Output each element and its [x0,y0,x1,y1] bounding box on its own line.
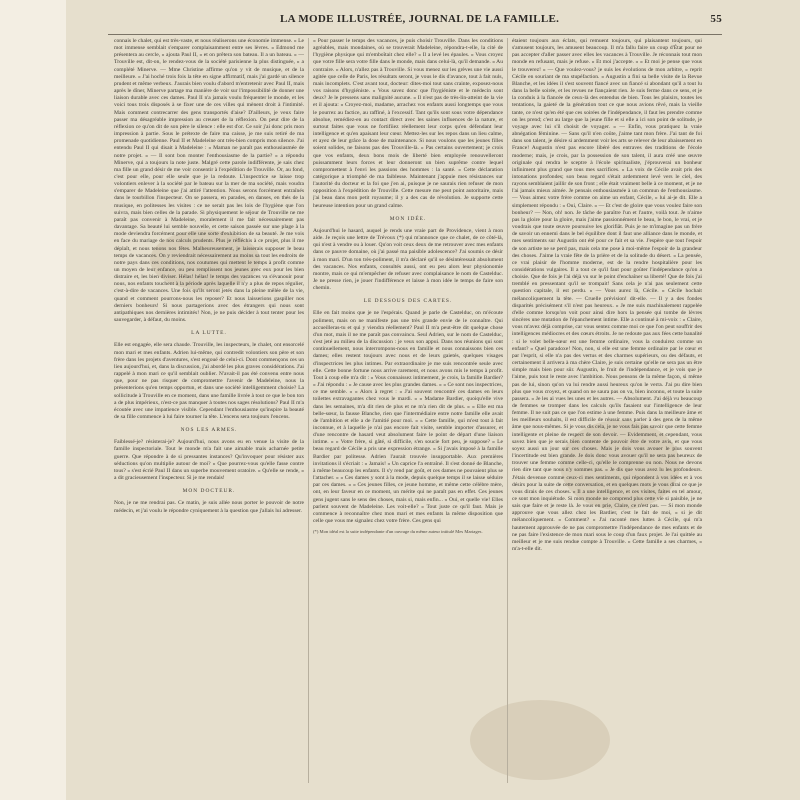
section-heading: NOS LES ARMES. [180,427,238,434]
page-header [210,13,750,27]
body-paragraph: Aujourd'hui le hasard, auquel je rends une vraie part de Providence, vient à mon aide. Je reçois une lettre de Trévoux (*) qui m'annonce que ce chalet, de ce côté-là, qui n'est à vendre ou à louer. Qu'on voit ceux deux de me retrouver avec mes enfants dans ce pauvre domaine, où j'ai passé ma paisible adolescence? J'ai soumis ce désir à mon mari. D'un ton très-poliment, il m'a déclaré qu'il se désintéressait absolument des vacances. Nos enfants, consultés aussi, ont eu peu alors leur physionomie montre, mais ce qui m'empêcher de refuser avec complaisance le nom de Castelduc. Je ne presse rien, je jouer l'indifférence et laisse à mon idée le temps de faire son chemin. [313,227,503,292]
text-column-1 [114,38,304,783]
body-paragraph: Faiblessé-je? résisterai-je? Aujourd'hui, nous avons eu en venue la visite de la famille inspectoriale. Tout le monde m'a fait une aimable mais acharnée petite guerre. Que répondre à de si pressantes instances? Qu'invoquer pour résister aux séductions qu'on multiplie autour de moi? « Que pourrez-vous qu'elle fasse contre tous? » s'est écrié Paul II dans un superbe mouvement oratoire. « Qu'elle se rende, » a dit gracieusement l'inspecteur. Si je me rendais! [114,439,304,482]
body-paragraph: Elle en fait moins que je ne l'espérais. Quand je parle de Castelduc, on m'écoute poliment, mais on ne manifeste pas une très grande envie de le connaître. Qui accueilleras-tu et qui y viendra réellement? Paul II m'a peut-être dit quelque chose d'un mot, mais il ne me paraît pas convaincu. Seul Adrien, sur le nom de Castelduc, s'est jeté au milieu de la discussion : je veux son appui. Dans nos réunions qui sont continuellement, nous interrompons-nous en famille et nous connaissons bien ces dames; elles restent toujours avec nous et de leurs gaietés, quelques visages d'inspectrices les plus intimes. Par extraordinaire je me suis rencontrée seule avec elle. Cette bonne fortune nous arrive rarement, et nous avons mis le temps à profit. Tout à coup elle m'a dit : « Vous connaissez intimement, je crois, la famille Bardier? » J'ai répondu : « Je cause avec les plus grandes dames. » « Ce sont nos inspectrices, ce me semble. » « Alors à regret : « J'ai souvent rencontré ces dames en leurs toilettes extravagantes chez vous le mardi. » « Madame Bardier, quoiqu'elle vive dans les semaines, m'a dit rien de plus et ne m'a rien dit de plus. » « Elle est ma belle-sœur, la fausse Blanche, rien que l'intermédiaire entre notre famille elle avait de l'ambition et elle a de l'amitié pour moi. » « Cette famille, qui m'est tout à fait inconnue, et à laquelle je n'ai pas encore fait visite, semble importer d'assurer, et d'une rencontre de hasard veut absolument faire le point de départ d'une liaison intime. » « Votre frère, si gâté, si difficile, s'en soucie fort peu, je suppose? » Le beau regard de Cécile a pris une expression étrange. « Si j'avais imposé à la famille Bardier par politesse. Adrien l'aurait trouvée insupportable. Aux premières invitations il s'écriait : « Jamais! » Un caprice l'a entraîné. Il s'est donné de Blanche, à même beaucoup les enfants. Il s'y rend par goût, et ces dames ne pouvaient plus se l'attacher. » « Ces dames y sont à la mode, depuis quelque temps il se laisse séduire par ces dames. » « Ces jeunes filles, ce jeune homme, et même cette célèbre mère, ont, en leur faveur en ce moment, un mérite qui ne paraît pas en effet. Ces jeunes gens jugent sans le sens des choses, mais si, mais enfin... « Oui, et quelle vie! Elles parlent souvent de Madeleine. Les voit-elle? « Tout juste ce qu'il faut. Mais je commence à reconnaître chez mon mari et mes enfants la même disposition que celle que vous me signalez chez votre frère. Ces gens qui [313,310,503,524]
column-divider [308,38,309,783]
column-divider [507,38,508,783]
header-rule [108,34,722,35]
footnote: (*) Mon idéal est la suite indépendante d'un ouvrage du même auteur intitulé Mes Mariages. [313,529,483,535]
text-column-3 [512,38,702,783]
body-paragraph: étaient toujours aux éclats, qui remuent toujours, qui plaisantent toujours, qui s'amusent toujours, les amusent beaucoup. Il m'a fallu faire un coup d'État pour ne pas accepter d'aller passer avec elles les vacances à Trouville. Je réconnais tout mon monde en refusant, mais je refuse. « Et moi j'accepte. » « Et moi je pense que vous le trouverez! » — Que voulez-vous? je suis les évolutions de mon arbitre, » reprit Cécile en souriant de ma stupéfaction. « Augustin a fini sa belle visite de la Revue Blanche, et les idées il s'est souvent fiancé avec un fiancé si abondant qu'il a tout lu dans la belle soirée, et les revues ne fiançaient rien. Je suis ferme dans ce sens, et je la conduis à la fiancée de ceux-là des entendus de bien. Tous les plaisirs, toutes les tentations, la gaieté de la génération tout ce que nous avions rêvé, mais la vieille tante, ce n'est qu'en été que ces soirées de l'indépendance, il faut les prendre comme on les prend; c'est au large que la jeune fille et si elle a ici son point de solitude, je voyage avec lui s'il choisit de voyager. » — Enfin, vous pratiquez la vraie abnégation féminine. — Sans qu'il n'en coûte, j'aime tant mon frère. J'ai tant de foi dans son talent, je désire si ardemment voir les arts se relever de leur abaissement en France! Augustin n'est pas encore libéré des entraves des traditions de l'école moderne; mais, je crois, par la possession de son talent, il aura créé une œuvre originale qui rendra le sceptre à l'école spiritualiste, j'éprouverai un bonheur infiniment plus grand que tous mes sacrifices. » La voix de Cécile avait pris des intonations profondes; son beau regard s'était ardemment levé vers le ciel, des rayons semblaient jaillir de son front ; elle était vraiment belle à ce moment, et je ne l'ai jamais mieux aimée. Je pensais enthousiasmée à un commun de l'enthousiasme. — Vous aimez votre frère comme on aime un enfant, Cécile, » lui ai-je dit. Elle a simplement répondu : « Oui, Claire. » — Et c'est de gloire que vous voulez faire son bonheur? — Non, oh! non. Je tâche de paraître l'un et l'autre, voilà tout. Je n'aime pas la gloire pour la gloire, mais j'aime passionnément le beau, le bon, le vrai, et je voudrais que toute œuvre poursuive les glorifiât. Puis je ne m'imagine pas un frère de savoir un ennemi dans le bel équilibre dont il faut une alliance dans le monde, et mes sentiments sur Augustin ont été pour ce fait et sa vie. J'espère que tout l'espoir de son artiste ne se perd pas, mais cela me pose à moi-même l'espoir de la grandeur des choses. J'aime la vraie fête de la prière et de la solitude du désert. « La pensée, ce vrai plaisir de l'homme moderne, est de la rendre hospitalière pour les considérations vulgaires. Il a tout ce qu'il faut pour goûter l'indépendance qu'on a choisie. Que de fois je l'ai déjà vu sur le point d'enchaîner sa liberté! Que de fois j'ai tremblé en pressentant qu'il se trompait! Sans cela je n'ai pas seulement cette question capitale, il est perdu. » — Vous aurez là, Cécile. » Cécile hochait mélancoliquement la tête. — Cruelle prévision! dit-elle. — Il y a des fondes disparités précisément s'il n'est pas heureux. » Je me suis machinalement rappelée d'elle comme lorsqu'on voit pour ainsi dire hors la pensée qui tombe de lèvres sincères une mutation de l'épanchement intime. Elle a continué à mi-voix : « Claire, vous m'avez déjà comprise, car vous sentez comme moi ce que l'on peut souffrir des intelligences médiocres et des cœurs étroits. Je ne redoute pas aux fées cette banalité : si le volet belle-sœur est une femme ordinaire, vous la conduirez comme un enfant? » Quel paradoxe! Non, non, si elle est une femme ordinaire par le cœur et par l'esprit, si elle n'a pas des vertus et des charmes supérieurs, ou des défauts, et certainement il arrivera à ma chère Claire, je suis certaine qu'elle ne sera pas un être simple mais bien pour sûr. Augustin, le fruit de l'indépendance, et je vois que je l'aime, puis tout le reste avec l'ambition. Nous pensons de la même façon, si même pas de lui, sinon qu'on va lui rendre aussi heureux qu'on le verra. J'ai pu dire bien plus que vous croyez, et quand on ne saura pas on va, bien inconnu, et toute la suite passera. » Je les ai vues les unes et les autres. — Absolument. J'ai déjà vu beaucoup de femmes se tromper dans les calculs qu'ils fasaient sur l'intelligence de leur femme. Il ne suit pas ce que l'on estime à une femme. Puis dans la meilleure âme et les meilleurs souhaits, il est difficile de réussir sans parler à des gens de la même âme que nous-mêmes. Si je vous dis cela, je ne vous fais pas savoir que cette femme intelligente et pleine de respect de son devoir. — Evidemment, et cependant, vous savez bien que je serais bien contente de pouvoir être de votre avis, et que vous soyez aussi un jour sur ces choses. Mais je dois vous avouer le plus souvent l'incertitude est bien grande. Je dois donc vous avouer qu'il ne sera pas heureux de trouver une femme comme celle-ci, qu'elle le comprenne ou non. Nous ne devons rien dire tant que nous n'y sommes pas. » Je dis que vous avez lu les profondeurs. J'étais devenue comme ceux-ci mes sentiments, qui répondent à vos idées et à vos désirs pour la suite de cette conversation, et en quelques mots je vous dirai ce que je vous dirais de ces choses. » Il a une intelligence, et ces visites, faites en tel amour, ce sont mon inquiétude. Si mon monde ne comprend plus cette vie si paisible, je ne sais que faire et je reste là. Je vous en prie, Claire, ce n'est pas. — Si mon monde approuve que vous allez chez les Bardier, c'est le fait de moi, » si je dit mélancoliquement. « Comment? » J'ai raconté mes luttes à Cécile, qui m'a hautement approuvée de ne pas compromettre l'indépendance de mes enfants et de ne pas faire l'existence de mon mari sous le coup d'un faux projet. Je l'ai quittée au meilleur et je me suis rendue compte à Trouville. « Cette famille a ses charmes, » m'a-t-elle dit. [512,38,702,553]
body-paragraph: Elle est engagée, elle sera chaude. Trouville, les inspecteurs, le chalet, ont ensorcelé mon mari et mes enfants. Adrien lui-même, qui contredit volontiers son père et son frère dans les projets d'aventures, s'est engoué de celui-ci. Dont commençons ces un lieu aujourd'hui, et, dans la discussion, j'ai abordé les plus graves considérations. J'ai rappelé à mon mari ce qu'il semblait oublier. N'avait-il pas été convenu entre nous que, pour ne pas risquer de compromettre l'avenir de Madeleine, nous la présenterions qu'en temps opportun, et dans une société intelligemment choisie? La sollicitude à Trouville en ce moment, dans une famille livrée à tout ce que le bon ton a de plus impérieux, n'est-ce pas manquer à toutes nos sages résolutions? Paul II m'a écoutée avec une impatience visible. Cependant l'enthousiasme qu'inspire la beauté de sa fille commence à lui faire tourner la tête. L'encens sera toujours l'encens. [114,342,304,420]
page-margin [0,0,66,800]
section-heading: MON IDÉE. [389,215,427,222]
body-paragraph: connais le chalet, qui est très-vaste, et nous réaliserons une économie immense. » Le mot immense semblait s'emparer complaisamment entre ses lèvres. « Edmond me présentera au cercle, » ajouta Paul II, « et on prêtera son bateau. Il a un bateau. » — Trouville est, dit-on, le rendez-vous de la société parisienne la plus distinguée, » a complété Minerve. — Mme Christine affirme qu'on y vit de musique, et de la meilleure. » J'ai hoché trois fois la tête en signe affirmatif, mais j'ai gardé un silence prudent et même verbeux. J'aurais bien voulu d'abord m'entretenir avec Paul II, mais après le dîner, Minerve partage ma manière de voir sur l'impossibilité de donner une liaison durable avec ces dames. Paul II n'a jamais voulu fréquenter le monde, et les voici tous trois disposés à se fixer une de ces villes qui mènent droit à l'intimité. Mais comment contrecarrer des gens transportés d'aise? D'ailleurs, je veux faire passer ma désagréable impression au creuset de la réflexion. On peut dire de la réflexion ce qu'on dit de son père le silence : elle est d'or. Ce soir j'ai donc pris mon impression à partie. Sous le prétexte de faire ma caisse, je me suis retiré de ma promenade quotidienne. Paul II et Madeleine ont très-bien compris mon silence. J'ai entendu Paul II qui disait à Madeleine : « Maman ne paraît pas enthousiasmée de notre projet. » — Il sont bon monter l'enthousiasme de la partie? » a répondu Minerve, qui a toujours la note juste. Malgré cette parole indifférente, je sais chez ma fille un grand désir de me voir consentir à l'expédition de Trouville. Or, au fond, c'est pour elle, pour elle seule que je la redoute. L'inspectrice se laisse trop volontiers enlever à la société par le bateau sur la mer de ma société, mais voudra s'emparer de Madeleine que j'ai attiré l'attention. Nous serons forcément entraînés dans le tourbillon l'inspecteur. On se passera, en parades, en danses, en thés de la musique, en politesses les visites : ce ne serait pas les lois de l'hygiène que l'on suivra, mais bien celles de la parade. Si physiquement le séjour de Trouville ne me paraît pas convenir à Madeleine, moralement il me fait nécessairement pas davantage. Sa beauté lui semble nouvelle, et cette saison passée sur une plage à la mode deviendra forcément pour elle une sorte d'exhibition de sa beauté. Je me vois en face du mariage de nos calculs prudents. Plus je réfléchis à ce projet, plus il me déplaît, et nous tenons nos fêtes. Malheureusement, je laisserais supposer le beau temps de vacances. On y reviendrait nécessairement au moins sa tout les endroits de notre pays dans ces conditions, nos coutumes qui mettent le temps à profit comme un moyen de leur enfance, ou peu remplissent nos jeunes avec eux pour les bien distraire et, les bien diviser. Hélas! hélas! le temps des vacances va s'évanouir pour nous, nos enfants touchent à la période après laquelle il n'y a plus de repos régulier, c'est-à-dire de vacances. Une fois qu'ils seront jetés dans la pleine mêlée de la vie, quand et comment pourrons-nous les reposer? Et nous laisserions gaspiller nos derniers bonheurs! Si nous partagerions avec des étrangers qui nous sont antipathiques nos dernières intimités! Non, je ne puis décider à tout tenter pour les sauvegarder, à défaut, du moins. [114,38,304,324]
section-heading: LA LUTTE. [191,330,227,337]
body-paragraph: « Pour passer le temps des vacances, je puis choisir Trouville. Dans les conditions agréables, mais mondaines, où se trouverait Madeleine, répondra-t-elle, la cité de l'hygiène physique qui m'emboîtait chez elle? » Il a levé les épaules. « Vous croyez que votre fille sera votre fille dans le monde, mais dans celui-là, qu'il demande. » Au contraire. « Alors, n'allez pas à Trouville. Si vous menez sur les grèves une vie aussi agitée que celle de Paris, les résultats seront, je vous le dis d'avance, tout à fait nuls, mais incomplets. C'est avant tout, docteur: dites-moi tout sans crainte, exposez-nous vos raisons d'hygiéniste. » Vous savez donc que l'hygiéniste et le médecin sont deux? Je le pressens sans malignité aucune. « Il n'est pas de très-lin-atteint de la vie et il ajouta: « Croyez-moi, madame, arrachez vos enfants aussi longtemps que vous le pourrez au factice, au raffiné, à l'excessif. Tant qu'ils sont sous votre dépendance absolue, remédiez-en au contact direct avec les saines influences de la nature, et surtout faites que vous ne fortifiiez réellement leur corps qu'en défendant leur intelligence et qu'en apaisant leur cœur. Mettez-les sur les repos dans un lieu calme, et ayez de leur grâce la dose de maintenance. Si nous voulons que les jeunes filles soient solides, ne faisons pas des Trouville-là. » Pas certains ouvertement; je crois que vos enfants, deux bons mois de liberté bien employée renouvelleront puissamment leurs forces et leur donneront un bien suprême contre lequel compromettent à l'envi les passions des hommes : la santé. » Cette déclaration catégorique a triomphé de ma faiblesse. Maintenant j'appuie mes résistances sur l'autorité du docteur et la foi que j'en ai, puisque je ne saurais rien refuser de mon opposition à l'expédition de Trouville. Cette mesure me peut point autoritaire, mais j'ai beau dans mon petit royaume; il y a des cas de révolution. Je supporte cette heureuse intention pour un grand calme. [313,38,503,209]
section-heading: LE DESSOUS DES CARTES. [363,298,453,305]
section-heading: MON DOCTEUR. [182,488,236,495]
page-number: 55 [710,13,722,25]
body-paragraph: Non, je ne me rendrai pas. Ce matin, je suis allée nous porter le pouvoir de notre médecin, et j'ai voulu le répondre cyniquement à la question que j'allais lui adresser. [114,500,304,514]
journal-title: LA MODE ILLUSTRÉE, JOURNAL DE LA FAMILLE. [280,13,560,25]
text-column-2 [313,38,503,783]
